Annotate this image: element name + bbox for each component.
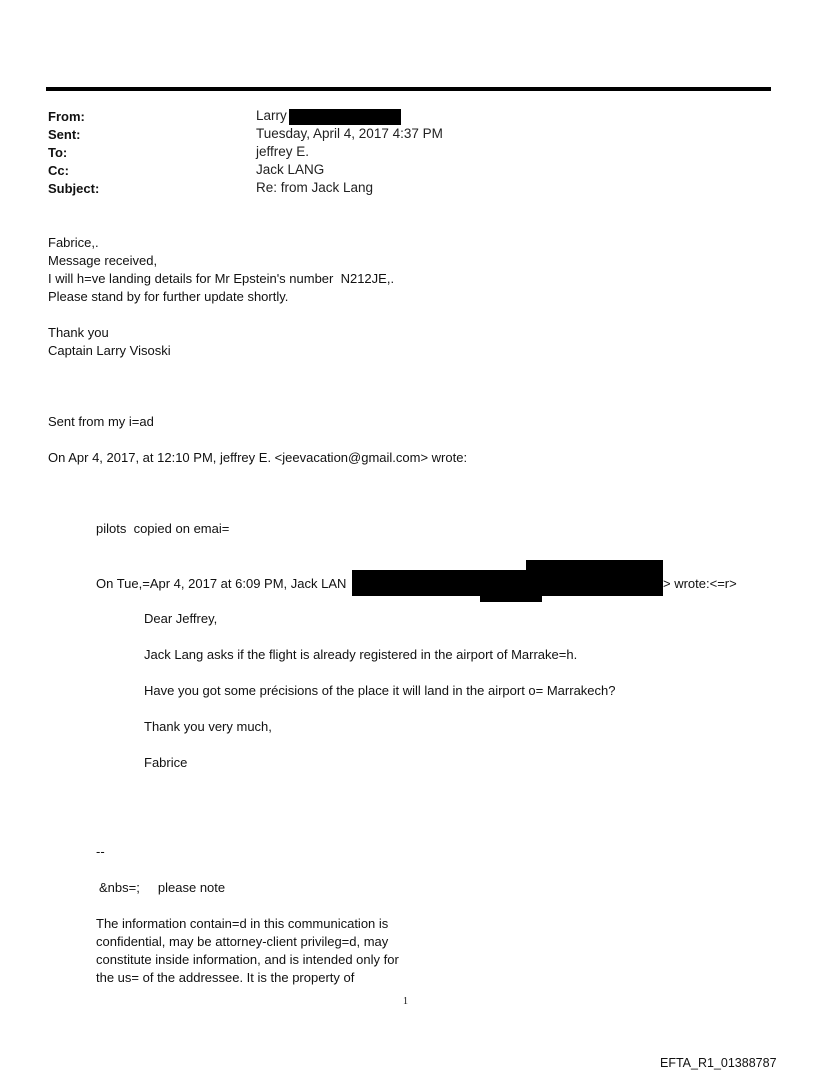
body-line: Message received, xyxy=(48,253,158,268)
to-value: jeffrey E. xyxy=(256,144,310,159)
from-label: From: xyxy=(48,109,85,124)
subject-label: Subject: xyxy=(48,181,100,196)
quote-paragraph: Jack Lang asks if the flight is already registered in the airport of Marrake=h. xyxy=(144,647,578,662)
cc-label: Cc: xyxy=(48,163,69,178)
sent-from-line: Sent from my i=ad xyxy=(48,414,154,429)
header-rule xyxy=(46,87,771,91)
disclaimer-line: confidential, may be attorney-client privileg=d, may xyxy=(96,934,389,949)
body-greeting: Fabrice,. xyxy=(48,235,99,250)
body-line: I will h=ve landing details for Mr Epstein's number N212JE,. xyxy=(48,271,395,286)
quote-intro-suffix: > wrote:<=r> xyxy=(663,576,737,591)
body-signature: Captain Larry Visoski xyxy=(48,343,171,358)
cc-value: Jack LANG xyxy=(256,162,325,177)
sent-value: Tuesday, April 4, 2017 4:37 PM xyxy=(256,126,443,141)
disclaimer-line: the us= of the addressee. It is the property of xyxy=(96,970,355,985)
please-note: &nbs=; please note xyxy=(99,880,226,895)
quote-signature: Fabrice xyxy=(144,755,188,770)
bates-number: EFTA_R1_01388787 xyxy=(660,1056,777,1070)
subject-value: Re: from Jack Lang xyxy=(256,180,374,195)
body-thanks: Thank you xyxy=(48,325,109,340)
quote-intro-prefix: On Tue,=Apr 4, 2017 at 6:09 PM, Jack LAN xyxy=(96,576,347,591)
from-value: Larry xyxy=(256,108,287,123)
disclaimer-line: constitute inside information, and is intended only for xyxy=(96,952,399,967)
quote-paragraph: Thank you very much, xyxy=(144,719,272,734)
quote-intro: On Apr 4, 2017, at 12:10 PM, jeffrey E. <jeevacation@gmail.com> wrote: xyxy=(48,450,468,465)
sent-label: Sent: xyxy=(48,127,81,142)
quote-paragraph: Have you got some précisions of the place it will land in the airport o= Marrakech? xyxy=(144,683,616,698)
redaction-box xyxy=(352,570,663,596)
quote-salutation: Dear Jeffrey, xyxy=(144,611,218,626)
redaction-box xyxy=(289,109,401,125)
to-label: To: xyxy=(48,145,68,160)
quote-text: pilots copied on emai= xyxy=(96,521,230,536)
body-line: Please stand by for further update shortly. xyxy=(48,289,289,304)
page-number: 1 xyxy=(403,996,408,1007)
disclaimer-line: The information contain=d in this communication is xyxy=(96,916,389,931)
signature-dashes: -- xyxy=(96,844,105,859)
redaction-box xyxy=(480,594,542,602)
